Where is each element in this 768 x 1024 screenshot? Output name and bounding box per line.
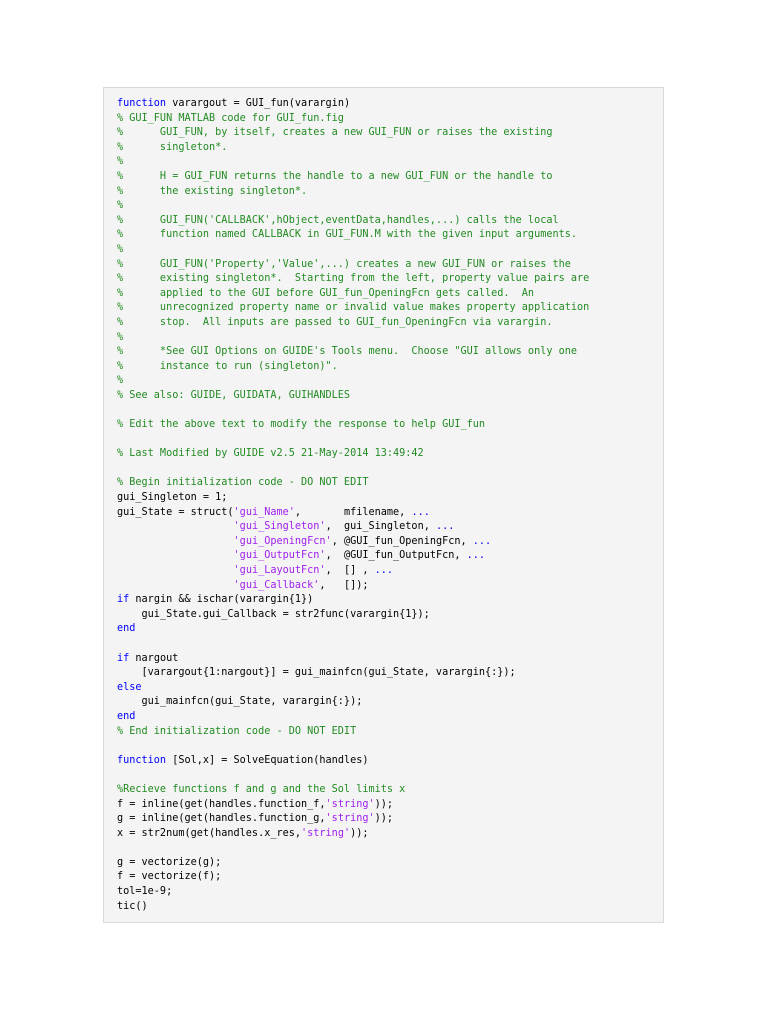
code-line bbox=[117, 564, 663, 579]
code-token: end bbox=[117, 710, 136, 722]
code-token: )); bbox=[350, 827, 369, 839]
code-line bbox=[117, 476, 663, 491]
code-token: )); bbox=[374, 813, 394, 825]
code-line bbox=[117, 812, 663, 827]
code-line bbox=[117, 389, 663, 404]
code-token: g = vectorize(g); bbox=[117, 856, 222, 868]
code-token: tol=1e-9; bbox=[117, 886, 173, 898]
code-token: % bbox=[117, 243, 124, 255]
code-token: % existing singleton*. Starting from the left, property value pairs are bbox=[117, 273, 590, 285]
code-token: , []); bbox=[319, 579, 369, 591]
code-token: gui_State = struct( bbox=[117, 506, 234, 518]
code-token: % Edit the above text to modify the response to help GUI_fun bbox=[117, 419, 486, 431]
code-line bbox=[117, 593, 663, 608]
code-token: [varargout{1:nargout}] = gui_mainfcn(gui_State, varargin{:}); bbox=[117, 667, 516, 679]
code-token: % *See GUI Options on GUIDE's Tools menu. Choose "GUI allows only one bbox=[117, 346, 578, 358]
code-line bbox=[117, 170, 663, 185]
code-token: ... bbox=[435, 521, 455, 533]
code-line bbox=[117, 403, 663, 418]
code-token: 'gui_Singleton' bbox=[233, 521, 326, 533]
code-line bbox=[117, 783, 663, 798]
code-line bbox=[117, 141, 663, 156]
code-listing bbox=[117, 97, 663, 914]
code-line bbox=[117, 491, 663, 506]
code-line bbox=[117, 885, 663, 900]
code-line bbox=[117, 243, 663, 258]
code-token: 'gui_OutputFcn' bbox=[233, 550, 326, 562]
code-line bbox=[117, 520, 663, 535]
code-token: % bbox=[117, 331, 124, 343]
code-token: 'gui_Callback' bbox=[233, 579, 320, 591]
code-line bbox=[117, 447, 663, 462]
code-token: % GUI_FUN MATLAB code for GUI_fun.fig bbox=[117, 112, 344, 124]
code-token: gui_State.gui_Callback = str2func(varargin{1}); bbox=[117, 608, 430, 620]
code-line bbox=[117, 695, 663, 710]
code-token: %Recieve functions f and g and the Sol limits x bbox=[117, 783, 406, 795]
code-token: % bbox=[117, 200, 124, 212]
code-line bbox=[117, 870, 663, 885]
code-panel bbox=[103, 87, 664, 923]
code-token: varargout = GUI_fun(varargin) bbox=[166, 98, 351, 109]
code-token bbox=[117, 565, 234, 576]
code-line bbox=[117, 798, 663, 813]
code-token: % H = GUI_FUN returns the handle to a new GUI_FUN or the handle to bbox=[117, 170, 553, 182]
code-token: nargin && ischar(varargin{1}) bbox=[129, 594, 314, 606]
code-token: function bbox=[117, 98, 167, 109]
code-token: nargout bbox=[129, 652, 179, 664]
code-line bbox=[117, 506, 663, 521]
code-token: % GUI_FUN('CALLBACK',hObject,eventData,handles,...) calls the local bbox=[117, 214, 559, 226]
code-token: x = str2num(get(handles.x_res, bbox=[117, 827, 302, 839]
code-line bbox=[117, 126, 663, 141]
code-token: if bbox=[117, 594, 130, 606]
code-line bbox=[117, 287, 663, 302]
code-token: ... bbox=[472, 535, 492, 547]
code-line bbox=[117, 272, 663, 287]
code-line bbox=[117, 900, 663, 915]
code-line bbox=[117, 827, 663, 842]
code-line bbox=[117, 155, 663, 170]
code-token: function bbox=[117, 754, 167, 766]
code-token: % applied to the GUI before GUI_fun_OpeningFcn gets called. An bbox=[117, 287, 535, 299]
code-token: % Begin initialization code - DO NOT EDIT bbox=[117, 477, 369, 489]
code-token: % function named CALLBACK in GUI_FUN.M with the given input arguments. bbox=[117, 229, 578, 241]
code-line bbox=[117, 185, 663, 200]
code-line bbox=[117, 331, 663, 346]
code-token: 'string' bbox=[301, 827, 351, 839]
code-token: g = inline(get(handles.function_g, bbox=[117, 813, 326, 825]
code-token: % the existing singleton*. bbox=[117, 185, 308, 197]
code-token: gui_mainfcn(gui_State, varargin{:}); bbox=[117, 696, 363, 708]
code-token: , @GUI_fun_OpeningFcn, bbox=[331, 535, 473, 547]
code-token: % End initialization code - DO NOT EDIT bbox=[117, 725, 357, 737]
code-token: if bbox=[117, 652, 130, 664]
code-token: % stop. All inputs are passed to GUI_fun_OpeningFcn via varargin. bbox=[117, 316, 553, 328]
code-line bbox=[117, 345, 663, 360]
code-token: % GUI_FUN, by itself, creates a new GUI_FUN or raises the existing bbox=[117, 127, 553, 139]
code-token: % GUI_FUN('Property','Value',...) creates a new GUI_FUN or raises the bbox=[117, 258, 571, 270]
code-line bbox=[117, 710, 663, 725]
code-line bbox=[117, 112, 663, 127]
code-token: 'string' bbox=[325, 813, 375, 825]
code-token: % Last Modified by GUIDE v2.5 21-May-2014 13:49:42 bbox=[117, 448, 424, 460]
code-token: % unrecognized property name or invalid value makes property application bbox=[117, 302, 590, 314]
code-line bbox=[117, 374, 663, 389]
code-line bbox=[117, 681, 663, 696]
code-token bbox=[117, 521, 234, 532]
code-line bbox=[117, 725, 663, 740]
code-token: % instance to run (singleton)". bbox=[117, 360, 338, 372]
code-line bbox=[117, 214, 663, 229]
code-token bbox=[117, 536, 234, 547]
code-token: )); bbox=[374, 798, 394, 810]
code-token: end bbox=[117, 623, 136, 635]
code-line bbox=[117, 841, 663, 856]
code-token: , mfilename, bbox=[294, 506, 412, 518]
code-line bbox=[117, 535, 663, 550]
code-token: tic() bbox=[117, 900, 148, 912]
code-token: ... bbox=[466, 550, 486, 562]
code-token: , [] , bbox=[325, 565, 375, 576]
code-line bbox=[117, 549, 663, 564]
code-line bbox=[117, 652, 663, 667]
code-line bbox=[117, 462, 663, 477]
code-line bbox=[117, 608, 663, 623]
code-token: ... bbox=[374, 565, 394, 576]
code-line bbox=[117, 579, 663, 594]
code-token: % bbox=[117, 375, 124, 387]
code-line bbox=[117, 754, 663, 769]
code-token: % singleton*. bbox=[117, 141, 228, 153]
code-token: 'gui_LayoutFcn' bbox=[233, 565, 326, 576]
code-line bbox=[117, 316, 663, 331]
code-line bbox=[117, 418, 663, 433]
code-token: ... bbox=[411, 506, 430, 518]
code-token: 'string' bbox=[325, 798, 375, 810]
code-line bbox=[117, 228, 663, 243]
code-line bbox=[117, 856, 663, 871]
code-token: else bbox=[117, 681, 142, 693]
code-line bbox=[117, 258, 663, 273]
code-line bbox=[117, 360, 663, 375]
code-line bbox=[117, 739, 663, 754]
code-token: , gui_Singleton, bbox=[325, 521, 436, 533]
code-token: 'gui_Name' bbox=[233, 506, 295, 518]
code-token: [Sol,x] = SolveEquation(handles) bbox=[166, 754, 369, 766]
code-line bbox=[117, 433, 663, 448]
code-line bbox=[117, 637, 663, 652]
code-token: 'gui_OpeningFcn' bbox=[233, 535, 332, 547]
code-line bbox=[117, 301, 663, 316]
code-line bbox=[117, 666, 663, 681]
code-line bbox=[117, 97, 663, 112]
code-token bbox=[117, 580, 234, 591]
code-token: % See also: GUIDE, GUIDATA, GUIHANDLES bbox=[117, 389, 351, 401]
code-token: gui_Singleton = 1; bbox=[117, 492, 228, 504]
code-token: f = inline(get(handles.function_f, bbox=[117, 798, 326, 810]
code-token: f = vectorize(f); bbox=[117, 871, 222, 883]
code-token bbox=[117, 550, 234, 561]
code-token: , @GUI_fun_OutputFcn, bbox=[325, 550, 467, 562]
code-line bbox=[117, 199, 663, 214]
code-token: % bbox=[117, 156, 124, 168]
code-line bbox=[117, 768, 663, 783]
code-line bbox=[117, 622, 663, 637]
